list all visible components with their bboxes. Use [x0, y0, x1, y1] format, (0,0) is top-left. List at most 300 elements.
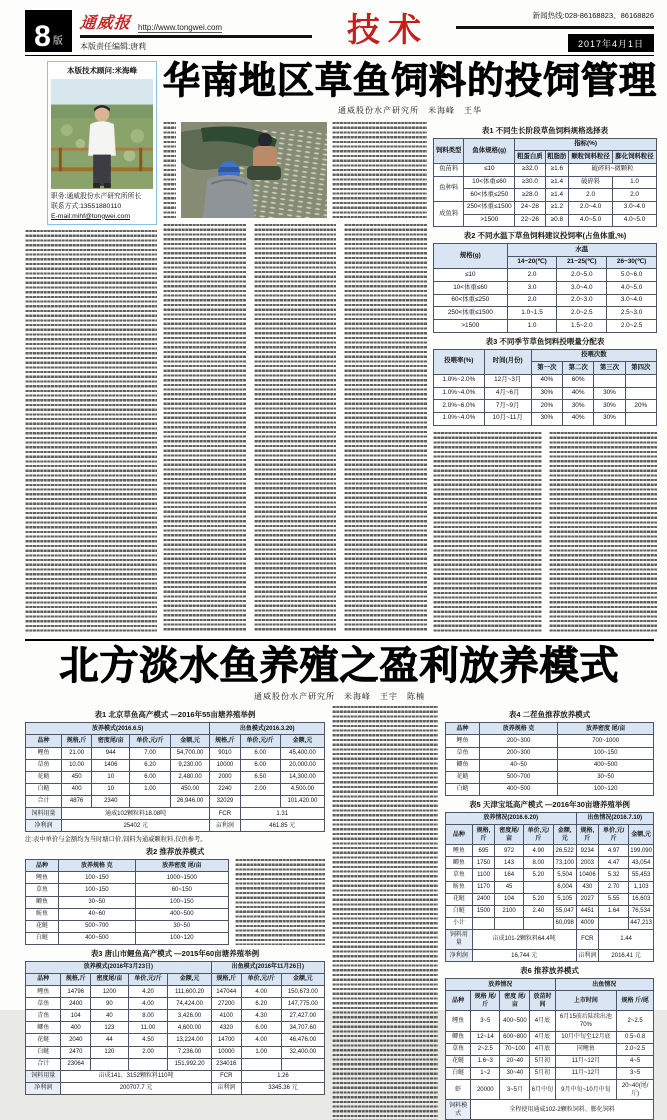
table-cell: 3.0 [507, 282, 557, 295]
table-cell: 55,453 [629, 869, 654, 881]
table-row [446, 759, 654, 771]
table-cell: 20~40(尾/斤) [617, 1080, 654, 1100]
table-cell: 14,300.00 [280, 771, 324, 783]
table-cell: 草鱼 [446, 869, 473, 881]
table-cell: 鲂鱼 [446, 881, 473, 893]
table-beijing-model [25, 722, 325, 832]
table-cell: 饲料用量 [26, 808, 62, 820]
table-cell [91, 1058, 129, 1070]
table-cell: 草鱼 [446, 1043, 471, 1055]
table-cell: 白鲢 [446, 1067, 471, 1079]
table-cell: 400 [61, 783, 91, 795]
table-cell: 1.0%~2.0% [434, 374, 485, 387]
table-cell: 同鲤鱼 [555, 1043, 617, 1055]
table-cell: 饲料用量 [26, 1070, 61, 1082]
table-cell: 4.00 [241, 986, 281, 998]
table-cell: 600~800 [500, 1031, 530, 1043]
table-cell: 通威102颗粒料18.08吨 [61, 808, 209, 820]
table-cell: 32029 [210, 795, 240, 807]
table-cell: 1.00 [241, 1046, 281, 1058]
table-header-cell: 放养密度 尾/亩 [135, 860, 228, 872]
table-cell: 400~500 [135, 908, 228, 920]
table-cell: 鱼种料 [434, 176, 464, 201]
table-row [446, 783, 654, 795]
table-cell: 4.20 [128, 986, 168, 998]
body-text-column [433, 432, 542, 632]
table-cell [625, 374, 656, 387]
table-cell: 1.0~1.5 [507, 307, 557, 320]
table-row [26, 1034, 325, 1046]
table-cell: 4.0~5.0 [569, 214, 613, 227]
table-footer-row [26, 808, 325, 820]
table-cell: 4.50 [128, 1034, 168, 1046]
table-cell: 1170 [472, 881, 495, 893]
table-cell: 4009 [576, 917, 599, 929]
table-cell: 鲂鱼 [26, 908, 59, 920]
table-header-cell: 品种 [26, 860, 59, 872]
table-header-row [446, 812, 654, 824]
table-header-cell: 规格,斤 [576, 825, 599, 845]
table-cell: 30% [594, 400, 625, 413]
table-cell: 44 [91, 1034, 129, 1046]
table-header-row [26, 860, 229, 872]
table-cell: 1750 [472, 857, 495, 869]
table-cell: >1500 [434, 320, 508, 333]
table-cell: 1406 [92, 759, 130, 771]
table-footer-row [26, 1070, 325, 1082]
table-row [26, 1046, 325, 1058]
table-cell: 200~300 [479, 735, 557, 747]
table-header-cell: 投喂次数 [531, 349, 656, 362]
table-header-cell: 鱼体规格(g) [464, 138, 515, 163]
table-row [446, 869, 654, 881]
table-row [434, 294, 657, 307]
table-cell: 461.85 元 [240, 820, 324, 832]
table-cell: 小计 [446, 917, 473, 929]
table-header-cell: 规格 尾/斤 [471, 991, 500, 1011]
table-cell [523, 881, 553, 893]
table-cell: 6.00 [130, 771, 170, 783]
table-header-row [434, 244, 657, 257]
table-cell: 16,744 元 [472, 950, 576, 962]
table-cell: 14796 [61, 986, 91, 998]
table-footer-row [26, 1082, 325, 1094]
table-row [434, 374, 657, 387]
table-cell: 2,480.00 [170, 771, 210, 783]
table-cell: 合计 [26, 795, 62, 807]
table-cell: 26,522 [553, 845, 576, 857]
data-table [445, 812, 654, 962]
table-cell: 鲤鱼 [26, 872, 59, 884]
table-cell: 饲料模式 [446, 1100, 471, 1120]
table-cell: 1100 [472, 869, 495, 881]
table-cell: 40% [563, 412, 594, 425]
table-cell: 鲤鱼 [26, 986, 61, 998]
table-cell: 2.0~5.0 [557, 269, 607, 282]
table-cell: 400~500 [558, 759, 654, 771]
table-cell [625, 412, 656, 425]
table-header-row [434, 349, 657, 362]
table-cell: 2.0 [507, 269, 557, 282]
table-row [434, 307, 657, 320]
table-cell: 944 [92, 747, 130, 759]
header-right [456, 10, 654, 52]
table-cell: 花鲢 [26, 920, 59, 932]
table-cell: 20~40 [500, 1055, 530, 1067]
table-cell: ≥32.0 [515, 163, 545, 176]
table-cell: 500~700 [59, 920, 135, 932]
advisor-role: 职务:通威股份水产研究所所长 [51, 192, 153, 202]
table-cell: 11.00 [128, 1022, 168, 1034]
body-text-column [25, 230, 157, 632]
table-cell: 30~50 [59, 896, 135, 908]
table-cell: 4~5 [617, 1055, 654, 1067]
table-header-cell: 规格,斤 [61, 973, 91, 985]
table-cell: 鲤鱼 [446, 845, 473, 857]
table-cell: 6.50 [240, 771, 280, 783]
table-cell: 2027 [576, 893, 599, 905]
table-cell: 30~40 [500, 1067, 530, 1079]
table-cell: 2.0 [613, 189, 657, 202]
table-header-cell: 金额,元 [170, 735, 210, 747]
table-cell [281, 1058, 324, 1070]
table-cell: 鲫鱼 [446, 857, 473, 869]
table-cell: 1500 [472, 905, 495, 917]
body-text-column [332, 122, 427, 218]
table-row [446, 1080, 654, 1100]
table-row [434, 163, 657, 176]
table-header-cell: 单价,元/斤 [599, 825, 629, 845]
table-header-cell: 密度尾/亩 [92, 735, 130, 747]
table-cell: 3345.36 元 [241, 1082, 324, 1094]
data-table [433, 138, 657, 227]
table-cell: 鲫鱼 [26, 896, 59, 908]
hotline: 新闻热线:028-86168823、86168826 [533, 10, 654, 21]
table-cell: 20% [625, 400, 656, 413]
table-header-cell: 放养情况 [446, 979, 556, 991]
table-cell: 12~14 [471, 1031, 500, 1043]
table-cell: 4876 [61, 795, 91, 807]
table-header-cell: 颗粒饲料粒径 [569, 151, 613, 164]
article1-text-area [163, 122, 427, 632]
table-cell [625, 387, 656, 400]
table-header-cell: 单价,元/斤 [523, 825, 553, 845]
masthead-logo: 通威报 [79, 10, 132, 33]
table-title: 表6 推荐放养模式 [445, 965, 654, 976]
table-header-cell: 投喂率(%) [434, 349, 485, 374]
body-text-column [549, 432, 658, 632]
table-cell: 1.44 [599, 929, 654, 949]
table-cell: 鲫鱼 [26, 1022, 61, 1034]
table-cell [594, 374, 625, 387]
article1-headline: 华南地区草鱼饲料的投饲管理 [163, 61, 657, 102]
table-cell: 2.00 [240, 783, 280, 795]
table-cell: ≥28.0 [515, 189, 545, 202]
table-cell: 白鲢 [26, 1046, 61, 1058]
table-cell [130, 795, 170, 807]
table-header-cell: 品种 [446, 825, 473, 845]
table-cell: 2.0~3.0 [557, 294, 607, 307]
table-cell: 60~150 [135, 884, 228, 896]
table-header-cell: 金额,元 [553, 825, 576, 845]
table-cell: 30~50 [135, 920, 228, 932]
table-cell: 2016.41 元 [599, 950, 654, 962]
table-cell: 10 [92, 783, 130, 795]
advisor-box [47, 61, 157, 225]
table-cell: 10406 [576, 869, 599, 881]
table-cell: 8.00 [523, 857, 553, 869]
table-header-cell: 出鱼情况(2016.7.10) [576, 812, 653, 824]
table-cell: 164 [495, 869, 523, 881]
table-cell: 234016 [211, 1058, 241, 1070]
table-cell: 9010 [210, 747, 240, 759]
table-cell: 400 [61, 1022, 91, 1034]
table-cell: 46,476.00 [281, 1034, 324, 1046]
table-cell: 100~120 [135, 932, 228, 944]
table-row [434, 269, 657, 282]
table-row [434, 387, 657, 400]
table-cell: 43,054 [629, 857, 654, 869]
table-cell: 鲤鱼 [26, 747, 62, 759]
page-number-word: 版 [53, 32, 63, 49]
table-recommended-stocking [25, 859, 229, 945]
table-row [446, 1067, 654, 1079]
advisor-heading: 本版技术顾问:米海峰 [51, 65, 153, 76]
table-cell: ≥1.4 [545, 189, 569, 202]
table-header-cell: 上市时间 [555, 991, 617, 1011]
advisor-contact [51, 192, 153, 222]
table-footer-row [446, 950, 654, 962]
table-cell: 250<体重≤1500 [464, 201, 515, 214]
table-row [434, 320, 657, 333]
table-cell: 104 [495, 893, 523, 905]
table-header-row [434, 138, 657, 151]
table-header-cell: 品种 [26, 735, 62, 747]
table-header-cell: 品种 [446, 991, 471, 1011]
table-tangshan-model [25, 961, 325, 1095]
table-cell: 143 [495, 857, 523, 869]
body-text-column [163, 122, 176, 218]
table-cell: 2.0%~6.0% [434, 400, 485, 413]
table-cell: 10月中旬至12月底 [555, 1031, 617, 1043]
table-row [434, 400, 657, 413]
table-cell: 6月15前后陆续出池70% [555, 1011, 617, 1031]
table-cell: 2003 [576, 857, 599, 869]
table-header-cell: 规格,斤 [210, 735, 240, 747]
table-cell: 5月初 [530, 1067, 555, 1079]
table-cell: 2~2.5 [471, 1043, 500, 1055]
table-header-cell: 规格 斤/尾 [617, 991, 654, 1011]
table-cell: 2100 [495, 905, 523, 917]
body-text-column [235, 859, 325, 945]
table-header-cell: 水温 [507, 244, 656, 257]
table-cell: 6.00 [240, 759, 280, 771]
section-title: 技术 [339, 15, 429, 48]
table-cell [241, 1058, 281, 1070]
table-cell: 123 [91, 1022, 129, 1034]
table-cell: 25402 元 [61, 820, 209, 832]
table-cell: 40% [531, 374, 562, 387]
table-cell: 6.00 [241, 1022, 281, 1034]
article1-table-rail [433, 122, 657, 632]
table-cell: 60<体重≤250 [464, 189, 515, 202]
header-rule-right [456, 26, 654, 29]
table-cell: 2.40 [523, 905, 553, 917]
table-cell: 40% [563, 387, 594, 400]
article-photo [181, 122, 327, 218]
table-cell: 2.0 [507, 294, 557, 307]
table-cell: 10<体重≤60 [434, 282, 508, 295]
table-cell: 5.32 [599, 869, 629, 881]
table-cell: 40~50 [479, 759, 557, 771]
table-cell: 白鲢 [446, 783, 480, 795]
table-cell: 鲤鱼 [446, 735, 480, 747]
article-divider [25, 639, 654, 641]
table-cell: 3.0~4.0 [557, 282, 607, 295]
table-cell: 250<体重≤1500 [434, 307, 508, 320]
table-title: 表1 北京草鱼高产模式 —2016年55亩塘养殖举例 [25, 709, 325, 720]
table-cell: 200707.7 元 [61, 1082, 211, 1094]
table-cell: ≥1.6 [545, 163, 569, 176]
table-row [446, 845, 654, 857]
table-header-cell: 规格(g) [434, 244, 508, 269]
table-feeding-rate [433, 243, 657, 332]
table-cell: 1.00 [130, 783, 170, 795]
table-cell [240, 795, 280, 807]
table-cell: 3,426.00 [168, 1010, 211, 1022]
table-row [26, 896, 229, 908]
table-cell: 1.0%~4.0% [434, 412, 485, 425]
table-row [446, 735, 654, 747]
table-cell: 鲫鱼 [446, 759, 480, 771]
table-cell: 30% [563, 400, 594, 413]
table-cell: 破碎料~微颗粒 [569, 163, 657, 176]
table-header-cell: 品种 [446, 723, 480, 735]
table-cell: 10<体重≤60 [464, 176, 515, 189]
table-row [434, 214, 657, 227]
table-row [26, 884, 229, 896]
table-cell: 27200 [211, 998, 241, 1010]
table-cell: 5.20 [523, 893, 553, 905]
table-header-cell: 金额,元 [281, 973, 324, 985]
table-cell: 4.90 [523, 845, 553, 857]
table-row [26, 908, 229, 920]
table-cell: 55,047 [553, 905, 576, 917]
table-cell: 120 [91, 1046, 129, 1058]
table-row [446, 905, 654, 917]
table-header-cell: 26~30(℃) [607, 256, 657, 269]
table-cell: 花鲢 [446, 771, 480, 783]
table-cell: 5.0~6.0 [607, 269, 657, 282]
table-header-cell: 放苗时间 [530, 991, 555, 1011]
table-header-cell: 规格,斤 [61, 735, 91, 747]
table-cell: 6.00 [240, 747, 280, 759]
table-cell: 5月初 [530, 1055, 555, 1067]
table-header-row [446, 991, 654, 1011]
data-table [25, 722, 325, 832]
table-header-cell: 第二次 [563, 362, 594, 375]
table-cell: 净利润 [26, 1082, 61, 1094]
table-cell: 7,236.00 [168, 1046, 211, 1058]
table-row [26, 920, 229, 932]
table-cell [599, 917, 629, 929]
table-cell: 26,946.00 [170, 795, 210, 807]
table-row [434, 189, 657, 202]
table-cell: 鲫鱼 [446, 1031, 471, 1043]
table-cell: 30% [594, 387, 625, 400]
table-cell: 草鱼 [26, 884, 59, 896]
table-header-cell: 单价,元/斤 [130, 735, 170, 747]
advisor-email: E-mail:mihf@tongwei.com [51, 212, 153, 222]
table-row [26, 771, 325, 783]
table-row [446, 917, 654, 929]
table-header-cell: 第一次 [531, 362, 562, 375]
table-cell: 3~5 [471, 1011, 500, 1031]
table-cell: 4451 [576, 905, 599, 917]
table-row [446, 881, 654, 893]
table-cell: 白鲢 [26, 932, 59, 944]
table-cell: 100~150 [59, 872, 135, 884]
table-cell: 1~2 [471, 1067, 500, 1079]
table-cell: 6.20 [130, 759, 170, 771]
table-header-cell: 粗蛋白质 [515, 151, 545, 164]
table-cell: FCR [576, 929, 599, 949]
advisor-phone: 联系方式:13551880110 [51, 202, 153, 212]
table-cell: 亩利润 [211, 1082, 241, 1094]
table-cell: 199,090 [629, 845, 654, 857]
table-cell: 20000 [471, 1080, 500, 1100]
article2-right-tables [445, 706, 654, 1120]
table-cell: 2470 [61, 1046, 91, 1058]
table-note: 注:表中单价与金额均为当时塘口价,饲料为通威颗粒料,仅供参考。 [25, 834, 325, 843]
table-header-cell: 膨化饲料粒径 [613, 151, 657, 164]
table-cell: 4.47 [599, 857, 629, 869]
table-cell: 破碎料 [569, 176, 613, 189]
table-cell: 10000 [211, 1046, 241, 1058]
table-row [26, 872, 229, 884]
table-cell: 73,100 [553, 857, 576, 869]
table-cell: 白鲢 [26, 783, 62, 795]
table-cell: 1.0 [613, 176, 657, 189]
data-table [445, 978, 654, 1120]
table-cell: 草鱼 [26, 998, 61, 1010]
table-header-cell: 出鱼模式(2016.3.20) [210, 723, 325, 735]
table-cell: 青鱼 [26, 1010, 61, 1022]
article2-headline: 北方淡水鱼养殖之盈利放养模式 [25, 646, 654, 689]
table-header-cell: 放养密度 尾/亩 [558, 723, 654, 735]
table-cell: 6,004 [553, 881, 576, 893]
table-cell: 5.55 [599, 893, 629, 905]
table-row [446, 1011, 654, 1031]
table-cell: ≥0.8 [545, 214, 569, 227]
table-cell: 150,673.00 [281, 986, 324, 998]
table-cell: 2340 [92, 795, 130, 807]
table-header-cell: 指标(%) [515, 138, 657, 151]
table-cell: 花鲢 [26, 771, 62, 783]
body-text-column [344, 224, 427, 632]
table-cell: 3.0~4.0 [607, 294, 657, 307]
table-cell: 9月中旬~10月中旬 [555, 1080, 617, 1100]
table-cell: 10 [92, 771, 130, 783]
table-cell: 亩成141、3152颗粒料110吨 [61, 1070, 211, 1082]
table-cell: 4320 [211, 1022, 241, 1034]
section-title-box [320, 10, 448, 52]
table-row [26, 783, 325, 795]
table-cell: 30~50 [558, 771, 654, 783]
table-cell: 45,400.00 [280, 747, 324, 759]
table-cell: 4.00 [241, 1034, 281, 1046]
table-cell: 40 [91, 1010, 129, 1022]
